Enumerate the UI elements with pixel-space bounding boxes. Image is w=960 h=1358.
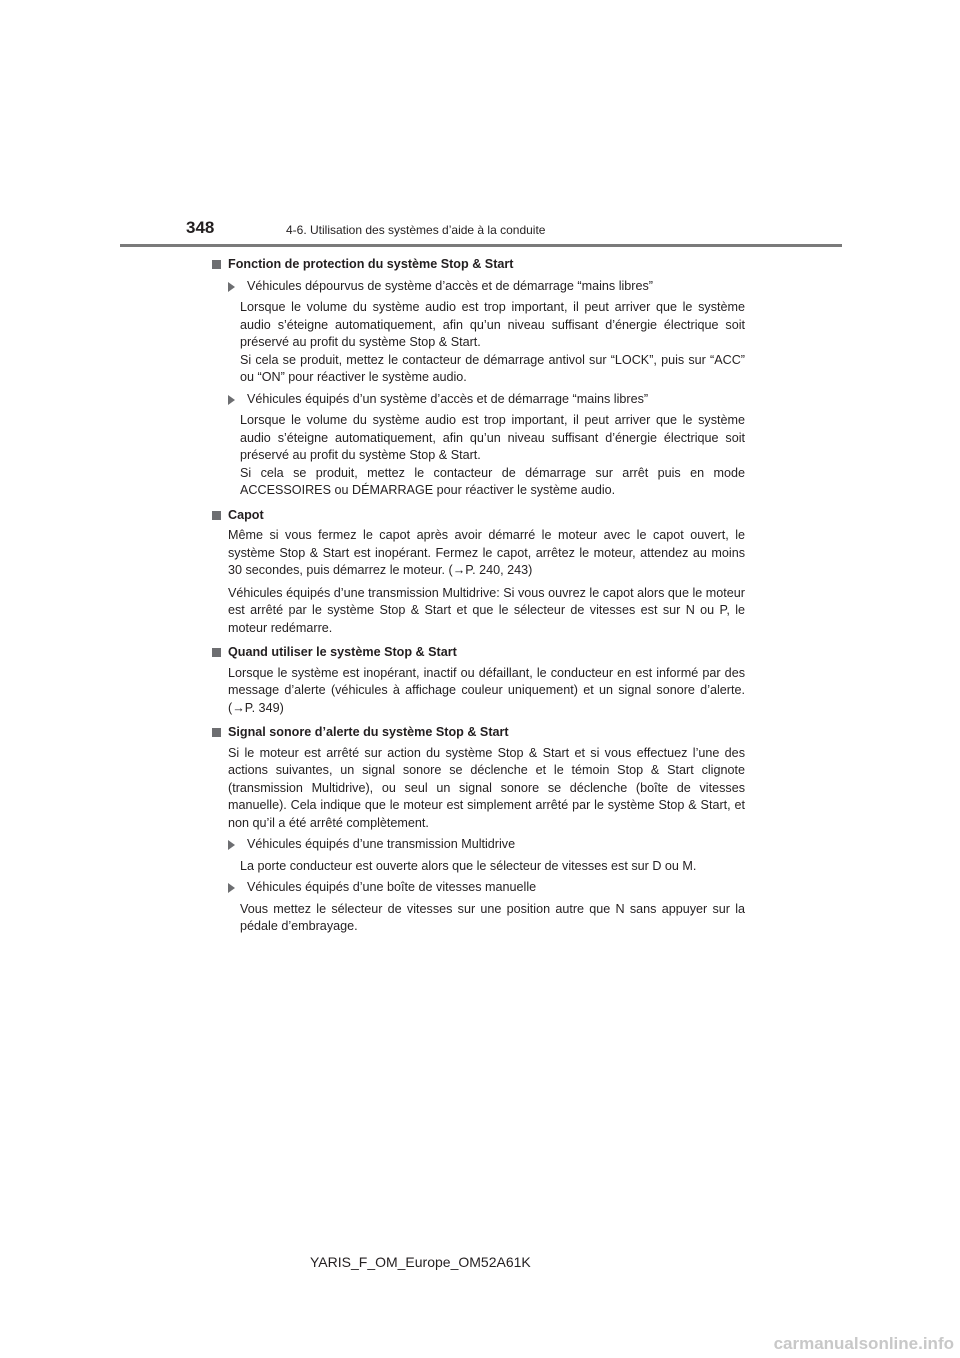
sub-item-smart-key: Véhicules équipés d’un système d’accès et de démarrage “mains libres”	[228, 391, 745, 409]
square-bullet-icon	[212, 260, 221, 269]
triangle-bullet-icon	[228, 883, 242, 893]
page-content	[210, 256, 745, 936]
paragraph: Même si vous fermez le capot après avoir démarré le moteur avec le capot ouvert, le système Stop & Start est inopérant. Fermez le capot, arrêtez le moteur, attendez au moins 30 secondes, puis démarrez le moteur. (→P. 240, 243)	[228, 528, 745, 577]
header-rule	[120, 244, 842, 247]
heading-capot: Capot	[210, 507, 745, 525]
square-bullet-icon	[212, 728, 221, 737]
sub-paragraph: La porte conducteur est ouverte alors que le sélecteur de vitesses est sur D ou M.	[240, 858, 697, 873]
page-number: 348	[186, 218, 215, 237]
heading-quand: Quand utiliser le système Stop & Start	[210, 644, 745, 662]
sub-paragraph: Vous mettez le sélecteur de vitesses sur une position autre que N sans appuyer sur la pédale d’embrayage.	[240, 901, 745, 933]
triangle-bullet-icon	[228, 395, 242, 405]
sub-paragraph: Lorsque le volume du système audio est trop important, il peut arriver que le système audio s’éteigne automatiquement, afin qu’un niveau suffisant d’énergie électrique soit préservé au profit du système Stop & Start. Si cela se produit, mettez le contacteur de démarrage antivol sur “LOCK”, puis sur “ACC” ou “ON” pour réactiver le système audio.	[240, 300, 745, 384]
paragraph: Véhicules équipés d’une transmission Multidrive: Si vous ouvrez le capot alors que le moteur est arrêté par le système Stop & Start et que le sélecteur de vitesses est sur N ou P, le moteur redémarre.	[228, 585, 745, 635]
paragraph: Lorsque le système est inopérant, inactif ou défaillant, le conducteur en est informé par des message d’alerte (véhicules à affichage couleur uniquement) et un signal sonore d’alerte. (→P. 349)	[228, 665, 745, 715]
square-bullet-icon	[212, 511, 221, 520]
sub-item-no-smart-key: Véhicules dépourvus de système d’accès et de démarrage “mains libres”	[228, 278, 745, 296]
heading-signal: Signal sonore d’alerte du système Stop & Start	[210, 724, 745, 742]
watermark: carmanualsonline.info	[773, 1334, 954, 1353]
square-bullet-icon	[212, 648, 221, 657]
triangle-bullet-icon	[228, 282, 242, 292]
footer-doc-code: YARIS_F_OM_Europe_OM52A61K	[310, 1254, 531, 1270]
heading-protection: Fonction de protection du système Stop & Start	[210, 256, 745, 274]
sub-item-manual: Véhicules équipés d’une boîte de vitesses manuelle	[228, 879, 745, 897]
section-title: 4-6. Utilisation des systèmes d’aide à la conduite	[286, 223, 546, 237]
triangle-bullet-icon	[228, 840, 242, 850]
sub-item-multidrive: Véhicules équipés d’une transmission Multidrive	[228, 836, 745, 854]
paragraph: Si le moteur est arrêté sur action du système Stop & Start et si vous effectuez l’une des actions suivantes, un signal sonore se déclenche et le témoin Stop & Start clignote (transmission Multidrive), ou seul un signal sonore se déclenche (boîte de vitesses manuelle). Cela indique que le moteur est simplement arrêté par le système Stop & Start, et non qu’il a été arrêté complètement.	[228, 745, 745, 830]
sub-paragraph: Lorsque le volume du système audio est trop important, il peut arriver que le système audio s’éteigne automatiquement, afin qu’un niveau suffisant d’énergie électrique soit préservé au profit du système Stop & Start. Si cela se produit, mettez le contacteur de démarrage sur arrêt puis en mode ACCESSOIRES ou DÉMARRAGE pour réactiver le système audio.	[240, 413, 745, 497]
